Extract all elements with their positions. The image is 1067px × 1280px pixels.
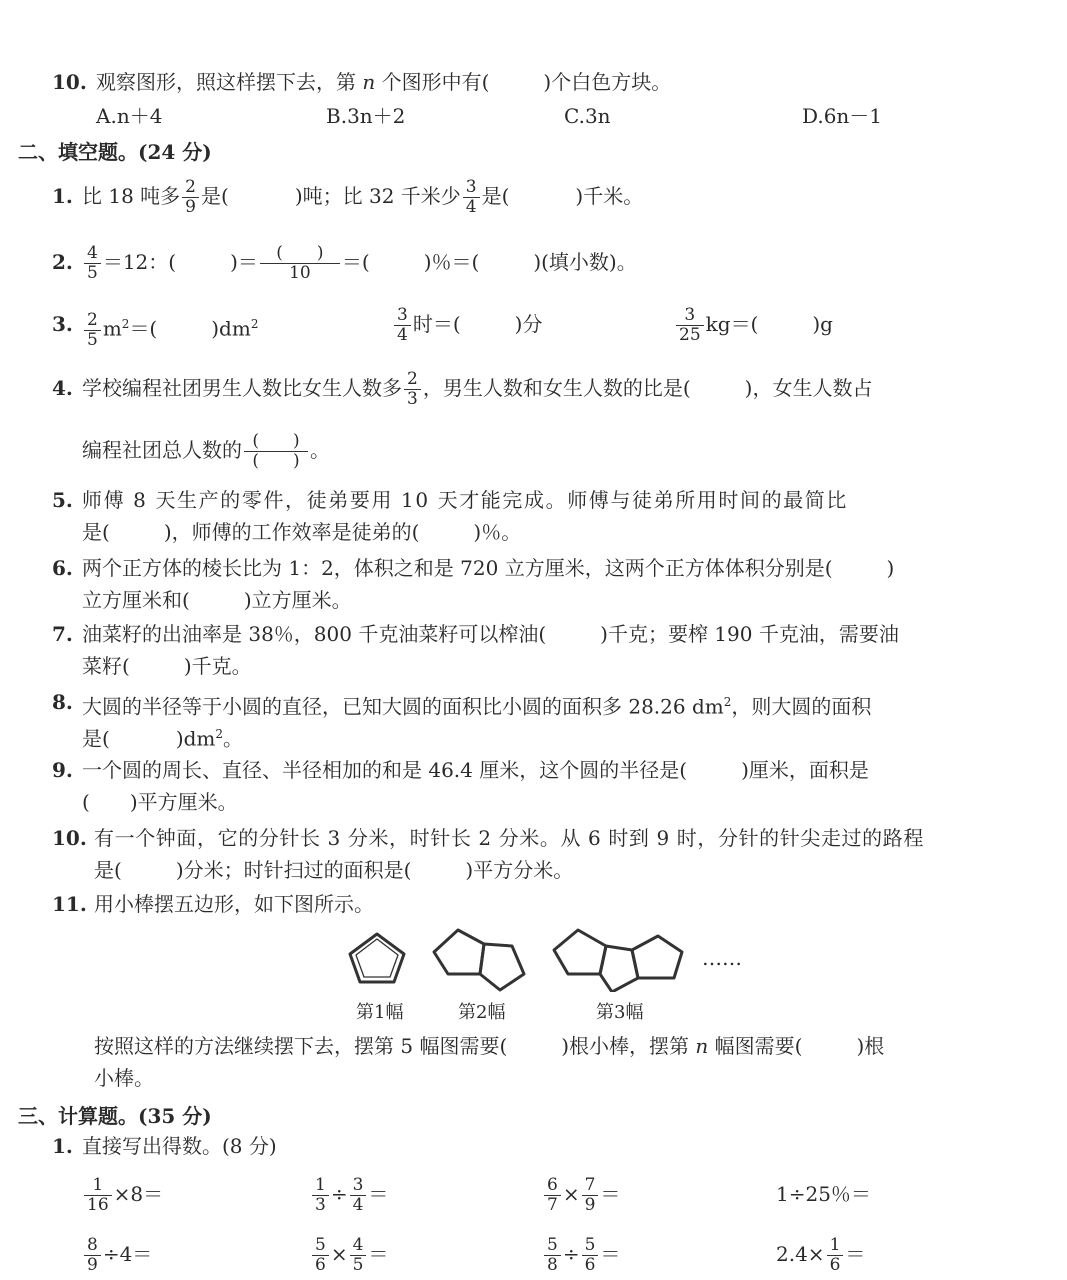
fraction — [84, 311, 101, 350]
question-number: 10. — [52, 70, 87, 94]
denominator: 9 — [185, 197, 196, 217]
text: )根 — [856, 1034, 885, 1058]
calc-item — [542, 1168, 620, 1220]
question-number: 8. — [52, 690, 73, 714]
fraction — [544, 1176, 561, 1215]
question-line — [82, 362, 872, 414]
fraction — [84, 1176, 112, 1215]
figure-3 — [554, 930, 682, 992]
text: )根小棒，摆第 — [561, 1034, 690, 1058]
numerator: 5 — [582, 1236, 599, 1256]
text: )，女生人数占 — [744, 376, 873, 400]
numerator: ( ) — [260, 244, 340, 264]
fraction — [394, 306, 411, 345]
text: )千米。 — [575, 184, 644, 208]
text: 是( — [481, 184, 510, 208]
calc-item — [82, 1228, 152, 1280]
denominator: 3 — [315, 1195, 326, 1215]
question-line — [392, 298, 542, 350]
text: )g — [812, 312, 833, 336]
text: ÷ — [562, 1242, 580, 1266]
question-line — [82, 520, 521, 544]
question-number: 3. — [52, 312, 73, 336]
question-line: 师傅 8 天生产的零件，徒弟要用 10 天才能完成。师傅与徒弟所用时间的最简比 — [82, 488, 849, 512]
numerator: 7 — [582, 1176, 599, 1196]
numerator: 2 — [84, 311, 101, 331]
option-text: 3n — [584, 104, 611, 128]
denominator: 6 — [584, 1255, 596, 1275]
text: )千克；要榨 190 千克油，需要油 — [600, 622, 899, 646]
text: 时＝( — [412, 312, 461, 336]
text: 立方厘米和( — [82, 588, 190, 612]
question-number: 1. — [52, 184, 73, 208]
numerator: 8 — [84, 1236, 101, 1256]
fraction — [582, 1176, 599, 1215]
denominator: 8 — [547, 1255, 558, 1275]
text: ＝12：( — [102, 250, 177, 274]
text: ，则大圆的面积 — [731, 694, 872, 719]
denominator: 6 — [829, 1255, 841, 1275]
text: 一个圆的周长、直径、半径相加的和是 46.4 厘米，这个圆的半径是( — [82, 758, 688, 782]
numerator: 4 — [84, 244, 101, 264]
calc-item — [776, 1228, 865, 1280]
question-line — [82, 588, 352, 612]
denominator: 4 — [397, 325, 408, 345]
text: )％。 — [473, 520, 522, 544]
text: ＝( — [129, 316, 158, 341]
question-number: 5. — [52, 488, 73, 512]
text: 学校编程社团男生人数比女生人数多 — [82, 376, 402, 400]
figure-caption: 第3幅 — [596, 1002, 644, 1023]
question-line — [82, 298, 258, 355]
option-text: 6n－1 — [823, 104, 883, 128]
calc-item: 1÷25％＝ — [776, 1182, 871, 1206]
text: )％＝( — [423, 250, 480, 274]
fraction — [350, 1236, 367, 1275]
denominator: 10 — [289, 263, 311, 283]
fraction — [182, 178, 199, 217]
superscript: 2 — [215, 727, 224, 741]
question-line — [674, 298, 833, 350]
question-number: 7. — [52, 622, 73, 646]
fraction — [312, 1236, 329, 1275]
text: ＝ — [368, 1242, 389, 1266]
question-line — [82, 690, 871, 719]
stem-text: )个白色方块。 — [543, 70, 672, 94]
text: 按照这样的方法继续摆下去，摆第 5 幅图需要( — [94, 1034, 508, 1058]
option-letter: C. — [564, 104, 585, 128]
text: 幅图需要( — [714, 1034, 803, 1058]
text: 。 — [310, 438, 330, 462]
text: 是( — [82, 726, 110, 751]
stem-text: 观察图形，照这样摆下去，第 — [96, 70, 356, 94]
calc-item — [310, 1168, 388, 1220]
question-number: 1. — [52, 1134, 73, 1158]
question-line: 小棒。 — [94, 1066, 154, 1090]
text: 2.4× — [776, 1242, 825, 1266]
option-text: n＋4 — [116, 104, 163, 128]
text: )，师傅的工作效率是徒弟的( — [163, 520, 420, 544]
option-text: 3n＋2 — [347, 104, 406, 128]
section-title: 三、计算题。(35 分) — [18, 1104, 212, 1128]
stem-text: 个图形中有( — [381, 70, 490, 94]
numerator: 2 — [182, 178, 199, 198]
text: ÷ — [330, 1182, 348, 1206]
text: 是( — [201, 184, 229, 208]
fraction — [676, 306, 704, 345]
text: )平方分米。 — [465, 858, 574, 882]
denominator: 3 — [407, 389, 418, 409]
figure-1 — [350, 934, 404, 982]
fraction — [350, 1176, 367, 1215]
numerator: 1 — [84, 1176, 112, 1196]
question-number: 9. — [52, 758, 73, 782]
numerator: 1 — [312, 1176, 329, 1196]
numerator: 3 — [676, 306, 704, 326]
option-b[interactable] — [326, 104, 405, 128]
question-number: 4. — [52, 376, 73, 400]
fraction — [544, 1236, 561, 1275]
text: )dm — [175, 726, 216, 751]
text: ) — [886, 556, 895, 580]
question-number: 6. — [52, 556, 73, 580]
option-letter: D. — [802, 104, 824, 128]
ellipsis: …… — [702, 946, 742, 970]
text: ＝ — [845, 1242, 866, 1266]
denominator: ( ) — [252, 451, 300, 471]
question-line — [82, 790, 238, 814]
calc-item — [82, 1168, 163, 1220]
numerator: 3 — [350, 1176, 367, 1196]
fraction — [463, 178, 480, 217]
text: 。 — [223, 726, 244, 751]
question-line — [82, 236, 637, 288]
question-line — [82, 556, 894, 580]
text: × — [330, 1242, 348, 1266]
question-line — [82, 758, 869, 782]
option-d[interactable] — [802, 104, 882, 128]
option-c[interactable] — [564, 104, 611, 128]
option-letter: B. — [326, 104, 348, 128]
question-line — [82, 622, 899, 646]
denominator: 6 — [315, 1255, 326, 1275]
question-line — [94, 858, 573, 882]
text: m — [102, 316, 122, 341]
denominator: 5 — [352, 1255, 364, 1275]
figure-caption: 第2幅 — [458, 1002, 506, 1023]
numerator: 2 — [404, 370, 421, 390]
question-number: 2. — [52, 250, 73, 274]
numerator: 3 — [394, 306, 411, 326]
text: × — [562, 1182, 580, 1206]
text: )千克。 — [183, 654, 252, 678]
text: ＝( — [341, 250, 370, 274]
fraction — [312, 1176, 329, 1215]
text: 油菜籽的出油率是 38％，800 千克油菜籽可以榨油( — [82, 622, 547, 646]
text: )分米；时针扫过的面积是( — [175, 858, 412, 882]
text: kg＝( — [705, 312, 759, 336]
numerator: ( ) — [244, 432, 308, 452]
question-stem — [96, 70, 671, 94]
text: 两个正方体的棱长比为 1：2，体积之和是 720 立方厘米，这两个正方体体积分别是( — [82, 556, 833, 580]
text: )分 — [514, 312, 543, 336]
question-line — [82, 722, 243, 751]
denominator: 9 — [584, 1195, 596, 1215]
text: 比 18 吨多 — [82, 184, 181, 208]
calc-item — [542, 1228, 620, 1280]
question-line — [94, 1034, 884, 1058]
denominator: 4 — [465, 197, 477, 217]
fraction — [404, 370, 421, 409]
numerator: 1 — [827, 1236, 844, 1256]
denominator: 25 — [679, 325, 701, 345]
denominator: 4 — [352, 1195, 364, 1215]
question-number: 10. — [52, 826, 87, 850]
question-line — [82, 654, 252, 678]
calc-item — [310, 1228, 388, 1280]
text: )＝ — [230, 250, 258, 274]
fraction — [84, 1236, 101, 1275]
text: )厘米，面积是 — [741, 758, 869, 782]
pentagon-stick-figures — [340, 920, 760, 992]
section-title: 二、填空题。(24 分) — [18, 140, 212, 164]
question-line — [82, 424, 330, 476]
denominator: 7 — [547, 1195, 558, 1215]
text: )吨；比 32 千米少 — [294, 184, 461, 208]
text: ＝ — [600, 1242, 621, 1266]
text: ( — [82, 790, 90, 814]
denominator: 16 — [87, 1195, 109, 1215]
numerator: 5 — [312, 1236, 329, 1256]
superscript: 2 — [723, 695, 732, 709]
text: )平方厘米。 — [129, 790, 238, 814]
text: 是( — [82, 520, 110, 544]
text: 是( — [94, 858, 122, 882]
variable: n — [362, 70, 376, 94]
question-line: 用小棒摆五边形，如下图所示。 — [94, 892, 374, 916]
variable: n — [695, 1034, 709, 1058]
text: )(填小数)。 — [533, 250, 637, 274]
fraction — [827, 1236, 844, 1275]
text: 菜籽( — [82, 654, 130, 678]
text: ÷4＝ — [102, 1242, 153, 1266]
question-line: 有一个钟面，它的分针长 3 分米，时针长 2 分米。从 6 时到 9 时，分针的针尖走过的路程 — [94, 826, 924, 850]
text: ＝ — [600, 1182, 621, 1206]
text: )立方厘米。 — [243, 588, 352, 612]
question-number: 11. — [52, 892, 87, 916]
figure-caption: 第1幅 — [356, 1002, 404, 1023]
fraction — [244, 432, 308, 471]
denominator: 5 — [87, 263, 98, 283]
fraction — [84, 244, 101, 283]
fraction — [582, 1236, 599, 1275]
text: )dm — [211, 316, 251, 341]
question-line: 直接写出得数。(8 分) — [82, 1134, 277, 1158]
text: 编程社团总人数的 — [82, 438, 242, 462]
numerator: 3 — [463, 178, 480, 198]
question-line — [82, 170, 643, 222]
text: ＝ — [368, 1182, 389, 1206]
figure-2 — [432, 930, 524, 990]
numerator: 6 — [544, 1176, 561, 1196]
superscript: 2 — [121, 317, 130, 331]
text: 大圆的半径等于小圆的直径，已知大圆的面积比小圆的面积多 28.26 dm — [82, 694, 724, 719]
numerator: 4 — [350, 1236, 367, 1256]
option-a[interactable] — [96, 104, 162, 128]
text: ×8＝ — [113, 1182, 164, 1206]
denominator: 9 — [87, 1255, 98, 1275]
fraction — [260, 244, 340, 283]
denominator: 5 — [87, 329, 98, 350]
option-letter: A. — [96, 104, 117, 128]
superscript: 2 — [250, 317, 259, 331]
numerator: 5 — [544, 1236, 561, 1256]
text: ，男生人数和女生人数的比是( — [422, 376, 691, 400]
